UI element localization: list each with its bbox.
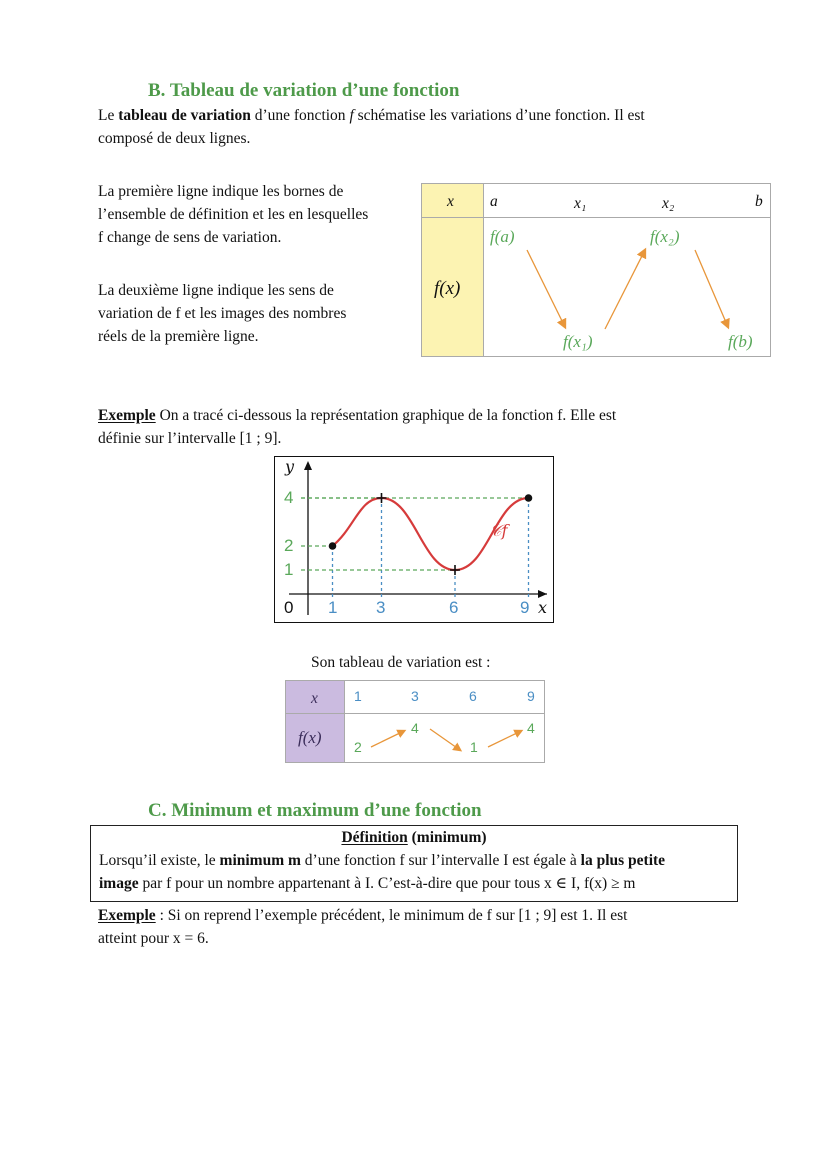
y-tick-label: 1 <box>284 560 294 579</box>
variation-arrows <box>422 184 770 356</box>
endpoint-dot <box>329 542 337 550</box>
generic-variation-table <box>421 183 771 357</box>
x-axis-arrow-icon <box>538 590 547 598</box>
decrease-arrow <box>695 250 728 327</box>
x-value: 6 <box>469 688 477 704</box>
def-bold: image <box>99 875 139 892</box>
f-value: 4 <box>411 720 419 736</box>
intro-text: schématise les variations d’une fonction. Il est <box>353 107 645 124</box>
decrease-arrow <box>527 250 565 327</box>
first-line-explanation <box>98 180 368 249</box>
x-header: x <box>447 193 454 210</box>
f-value: f(x₂) <box>650 227 680 246</box>
f-value: f(a) <box>490 227 515 246</box>
section-b-title: B. Tableau de variation d’une fonction <box>148 80 460 101</box>
x-tick-label: 6 <box>449 598 459 617</box>
increase-arrow <box>605 250 645 329</box>
definition-title-underlined: Définition <box>341 829 408 846</box>
x-value: b <box>755 193 763 210</box>
y-axis-label: y <box>285 457 295 476</box>
extremum-cross-icon <box>377 493 387 503</box>
section-c-title: C. Minimum et maximum d’une fonction <box>148 800 482 821</box>
example-2-text <box>98 904 748 950</box>
f-value: f(x₁) <box>563 332 593 351</box>
def-text: d’une fonction f sur l’intervalle I est égale à <box>300 852 581 869</box>
text-line: réels de la première ligne. <box>98 328 259 345</box>
section-b-intro <box>98 104 738 150</box>
text-line: La deuxième ligne indique les sens de <box>98 282 334 299</box>
f-value: 1 <box>470 739 478 755</box>
text-line: variation de f et les images des nombres <box>98 305 347 322</box>
x-value: x₁ <box>574 195 587 212</box>
def-bold: la plus petite <box>580 852 666 869</box>
x-header: x <box>311 690 318 707</box>
increase-arrow <box>371 731 404 747</box>
def-bold: minimum m <box>219 852 301 869</box>
example-variation-table <box>285 680 545 763</box>
f-value: 4 <box>527 720 535 736</box>
intro-text: d’une fonction <box>250 107 350 124</box>
fx-header: f(x) <box>298 728 322 747</box>
variation-arrows <box>286 681 544 762</box>
endpoint-dot <box>525 494 533 502</box>
intro-line2: composé de deux lignes. <box>98 130 251 147</box>
f-value: 2 <box>354 739 362 755</box>
example-text: atteint pour x = 6. <box>98 930 209 947</box>
increase-arrow <box>488 731 521 747</box>
x-tick-label: 1 <box>328 598 338 617</box>
decrease-arrow <box>430 729 460 750</box>
example-label: Exemple <box>98 407 156 424</box>
text-line: f change de sens de variation. <box>98 229 282 246</box>
x-value: x₂ <box>662 195 675 212</box>
y-tick-label: 2 <box>284 536 294 555</box>
x-axis-label: x <box>538 598 548 617</box>
function-graph <box>274 456 554 623</box>
x-tick-label: 9 <box>520 598 530 617</box>
intro-bold: tableau de variation <box>118 107 251 124</box>
x-value: 3 <box>411 688 419 704</box>
def-text: Lorsqu’il existe, le <box>99 852 220 869</box>
second-line-explanation <box>98 279 346 348</box>
x-value: 1 <box>354 688 362 704</box>
extremum-cross-icon <box>450 565 460 575</box>
definition-text <box>91 849 737 895</box>
intro-f: f <box>349 107 354 124</box>
y-axis-arrow-icon <box>304 461 312 470</box>
y-tick-label: 4 <box>284 488 294 507</box>
curve-label: 𝒞f <box>490 521 508 540</box>
graph-svg <box>275 457 553 622</box>
definition-title-rest: (minimum) <box>407 829 487 846</box>
fx-header: f(x) <box>434 278 461 299</box>
example-text: On a tracé ci-dessous la représentation graphique de la fonction f. Elle est <box>155 407 617 424</box>
intro-text: Le <box>98 107 119 124</box>
def-text: par f pour un nombre appartenant à I. C’est-à-dire que pour tous x ∈ I, f(x) ≥ m <box>138 875 636 892</box>
example-text: : Si on reprend l’exemple précédent, le minimum de f sur [1 ; 9] est 1. Il est <box>155 907 628 924</box>
x-value: 9 <box>527 688 535 704</box>
definition-title <box>91 826 737 849</box>
x-value: a <box>490 193 498 210</box>
example-1-text <box>98 404 748 450</box>
table-caption: Son tableau de variation est : <box>311 654 491 671</box>
f-value: f(b) <box>728 332 753 351</box>
x-tick-label: 3 <box>376 598 386 617</box>
example-text: définie sur l’intervalle [1 ; 9]. <box>98 430 282 447</box>
text-line: l’ensemble de définition et les en lesquelles <box>98 206 369 223</box>
example-label: Exemple <box>98 907 156 924</box>
definition-box <box>90 825 738 902</box>
origin-label: 0 <box>284 598 294 617</box>
text-line: La première ligne indique les bornes de <box>98 183 344 200</box>
